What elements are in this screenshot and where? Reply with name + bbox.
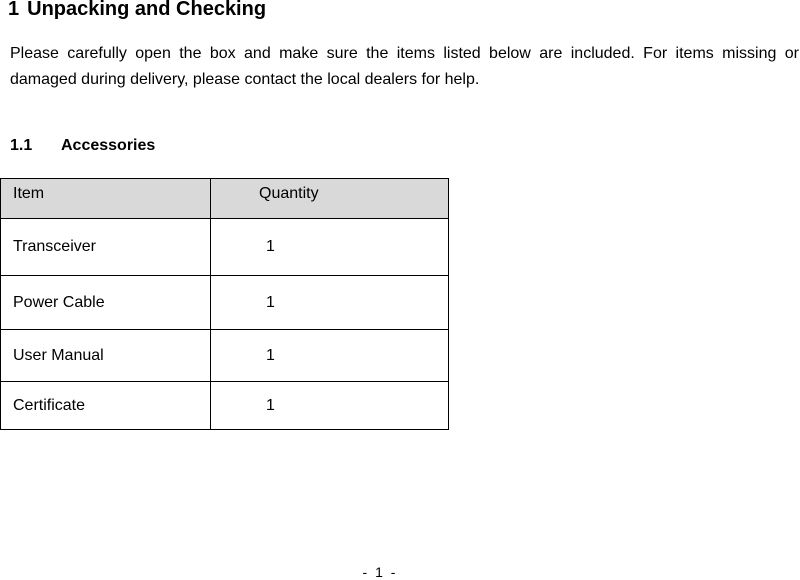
section-number: 1: [8, 0, 20, 20]
quantity-cell: 1: [211, 219, 449, 276]
column-header-item: Item: [1, 179, 211, 219]
quantity-cell: 1: [211, 330, 449, 382]
item-cell: Power Cable: [1, 276, 211, 330]
subsection-heading: [10, 137, 155, 155]
intro-paragraph: Please carefully open the box and make sure the items listed below are included. For items missing or damaged during delivery, please contact the local dealers for help.: [10, 45, 799, 88]
table-row: [1, 219, 449, 276]
table-row: [1, 276, 449, 330]
item-cell: User Manual: [1, 330, 211, 382]
table-row: [1, 382, 449, 430]
item-cell: Transceiver: [1, 219, 211, 276]
accessories-table: [0, 178, 449, 430]
item-cell: Certificate: [1, 382, 211, 430]
quantity-cell: 1: [211, 382, 449, 430]
table-header-row: [1, 179, 449, 219]
table-row: [1, 330, 449, 382]
section-heading: [8, 0, 266, 21]
page-number: - 1 -: [362, 564, 398, 580]
quantity-cell: 1: [211, 276, 449, 330]
subsection-title: Accessories: [61, 137, 156, 154]
section-title: Unpacking and Checking: [27, 0, 267, 20]
column-header-quantity: Quantity: [211, 179, 449, 219]
subsection-number: 1.1: [10, 137, 33, 154]
